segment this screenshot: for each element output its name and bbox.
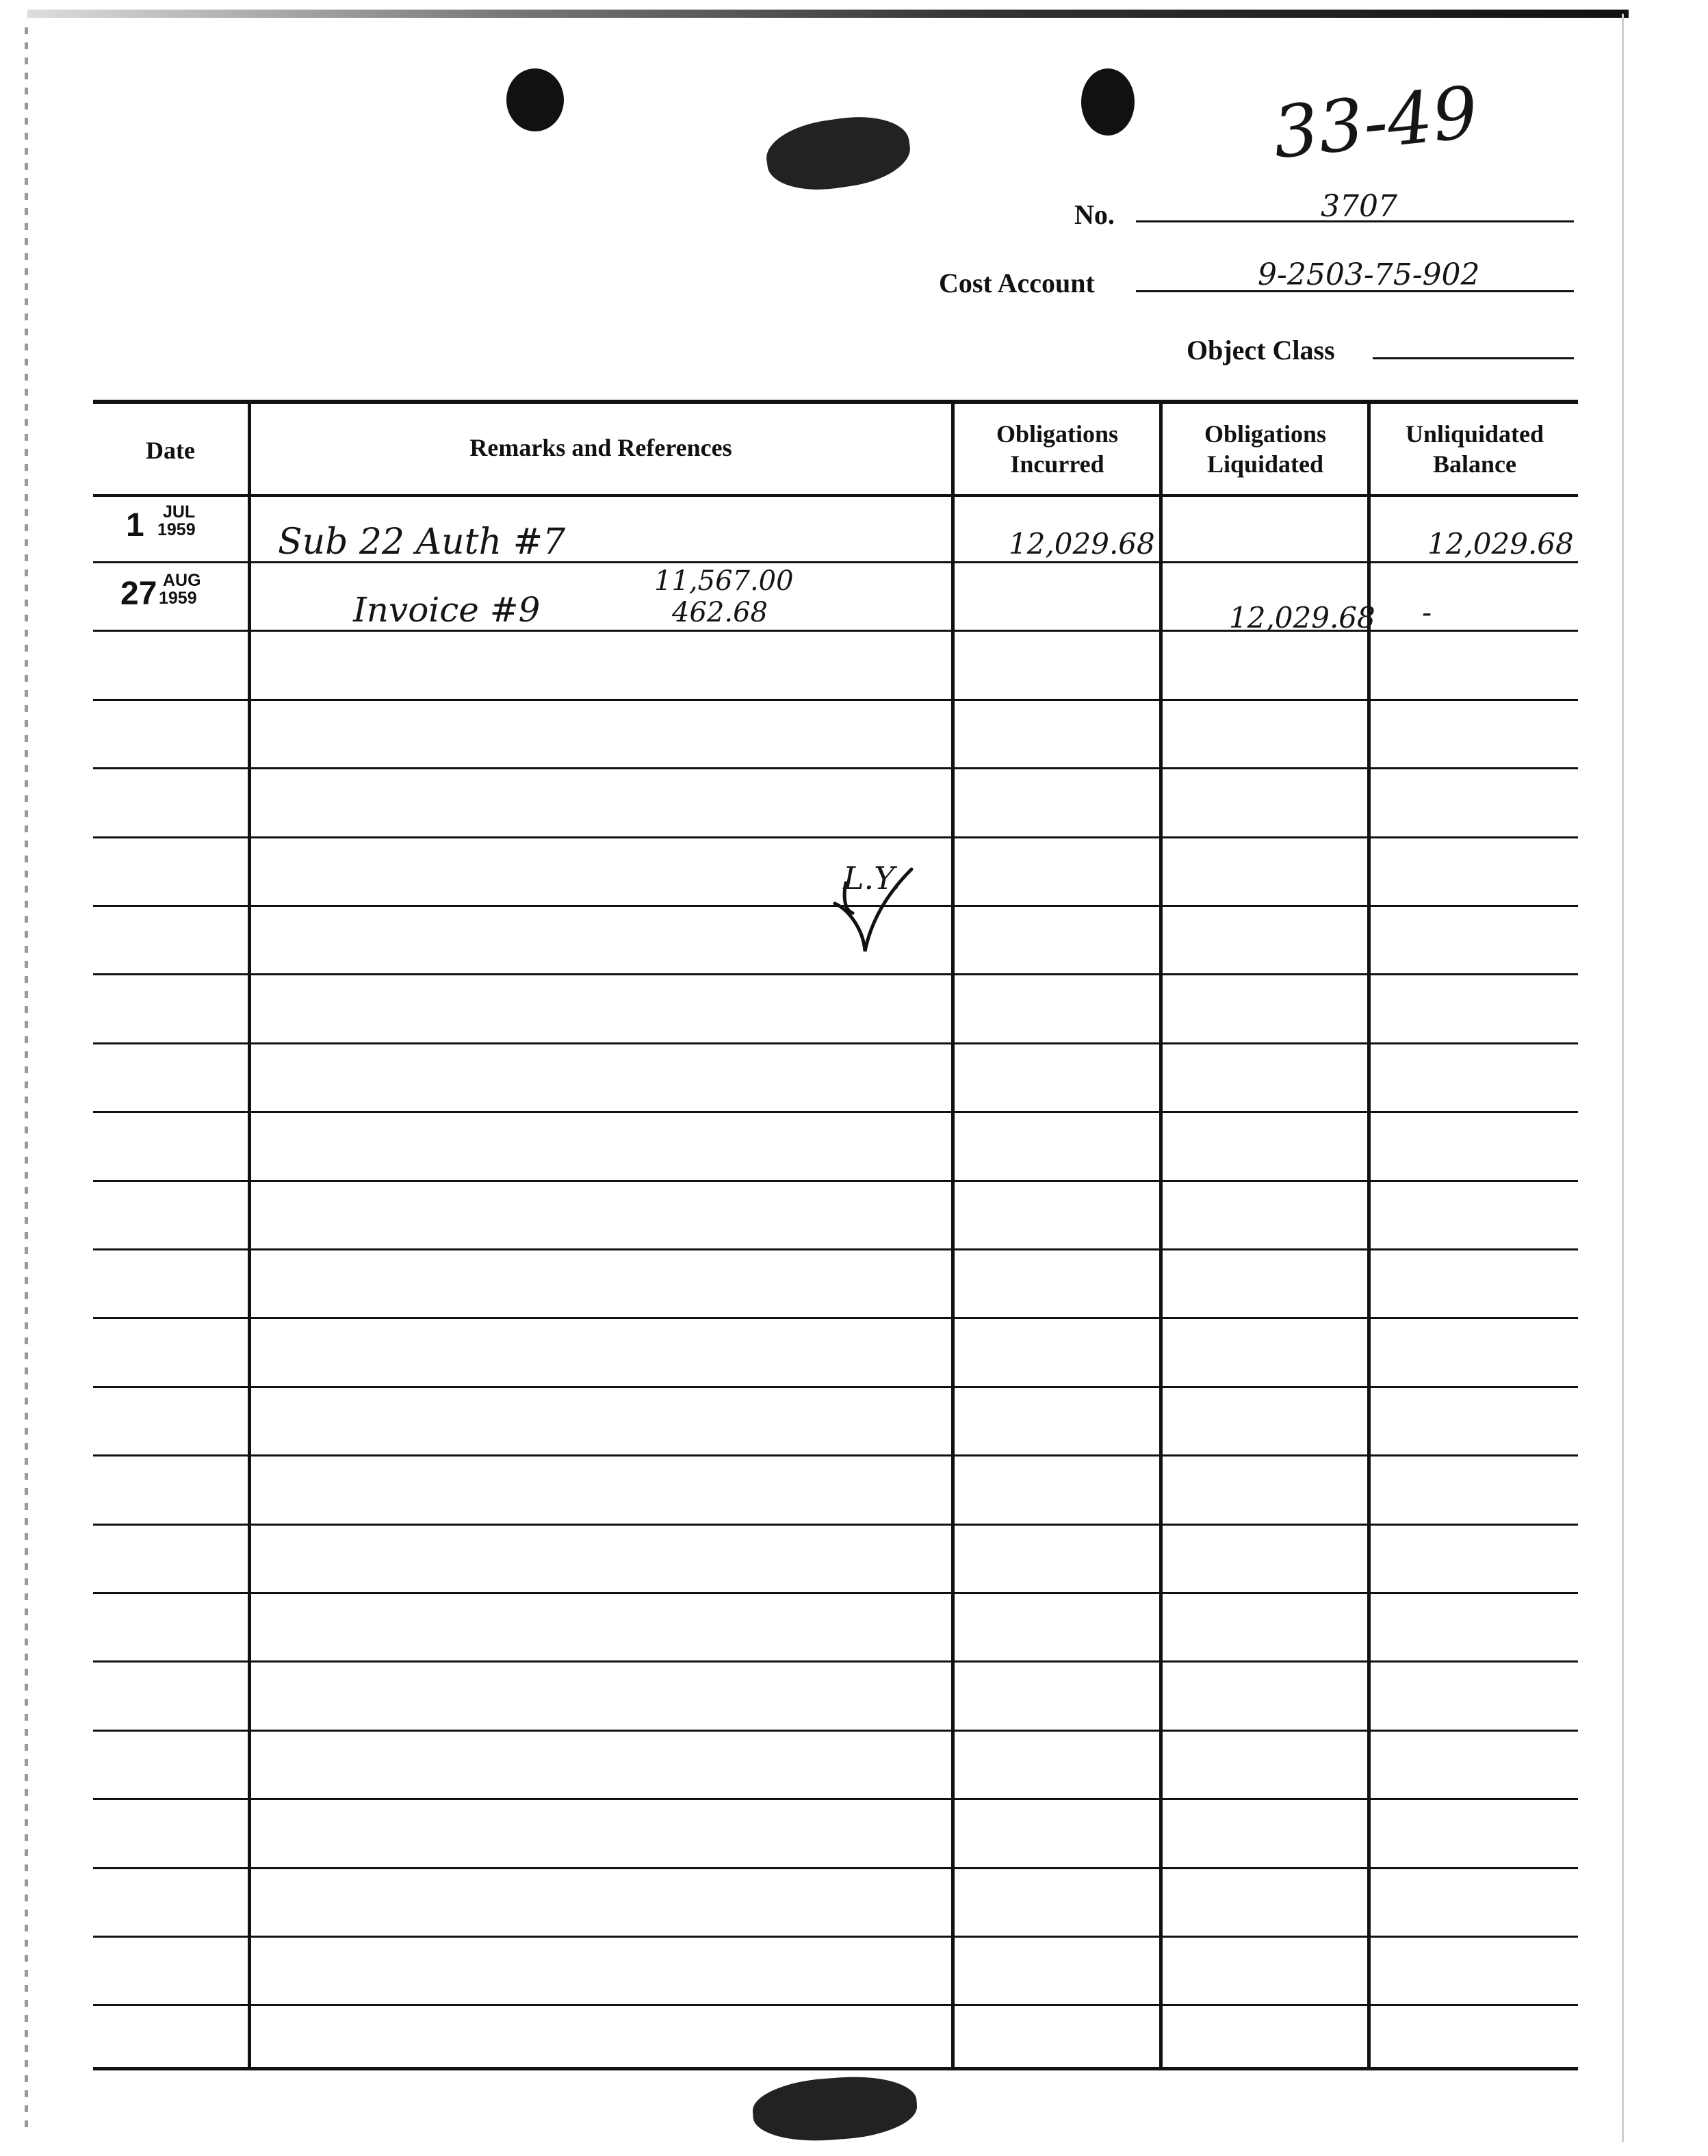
row-unliquidated-balance: - (1422, 595, 1432, 629)
date-year: 1959 (157, 520, 196, 539)
scan-top-edge (27, 10, 1629, 18)
date-day: 1 (126, 507, 144, 543)
column-rule-remarks (951, 400, 955, 2070)
column-rule-date (248, 400, 251, 2070)
cost-account-label: Cost Account (939, 268, 1095, 298)
row-remarks: Sub 22 Auth #7 (278, 522, 566, 563)
ledger-row-rule (93, 1660, 1578, 1663)
column-header-date: Date (146, 437, 195, 464)
row-date (126, 502, 242, 550)
ledger-row-rule (93, 1317, 1578, 1319)
ledger-row-rule (93, 1248, 1578, 1250)
row-date (120, 571, 244, 619)
file-note-handwritten: 33-49 (1269, 70, 1482, 175)
number-label: No. (1074, 199, 1115, 230)
column-rule-incurred (1159, 400, 1163, 2070)
ledger-row-rule (93, 973, 1578, 975)
punch-hole-right (1081, 68, 1135, 136)
ledger-row-rule (93, 1454, 1578, 1456)
scan-right-edge (1622, 14, 1624, 2142)
object-class-underline (1373, 357, 1574, 359)
date-month: AUG (163, 571, 201, 590)
ledger-row-rule (93, 1867, 1578, 1869)
cost-account-value: 9-2503-75-902 (1258, 257, 1480, 292)
row-obligations-liquidated: 12,029.68 (1229, 601, 1375, 634)
punch-hole-left (506, 68, 564, 131)
ledger-row-rule (93, 1798, 1578, 1800)
column-header-liquidated: Obligations Liquidated (1204, 420, 1327, 478)
ledger-row-rule (93, 1042, 1578, 1044)
date-year: 1959 (159, 589, 197, 608)
ledger-top-rule (93, 400, 1578, 404)
initials-check-mark (823, 856, 918, 958)
column-header-balance: Unliquidated Balance (1405, 420, 1544, 478)
ledger-row-rule (93, 1111, 1578, 1113)
ledger-header-rule (93, 494, 1578, 497)
ledger-bottom-rule (93, 2067, 1578, 2070)
initials-text: L.Y. (843, 860, 901, 897)
object-class-label: Object Class (1187, 335, 1335, 365)
ink-blot-top (762, 110, 914, 197)
row-remarks: Invoice #9 (353, 590, 541, 630)
ledger-row-rule (93, 1936, 1578, 1938)
ledger-row-rule (93, 1592, 1578, 1594)
remarks-amount-second: 462.68 (672, 597, 768, 628)
ledger-row-rule (93, 2004, 1578, 2006)
ledger-row-rule (93, 1180, 1578, 1182)
ink-blot-bottom (751, 2072, 919, 2146)
ledger-row-rule (93, 699, 1578, 701)
number-value: 3707 (1321, 189, 1397, 224)
date-month: JUL (163, 502, 196, 522)
column-header-incurred: Obligations Incurred (996, 420, 1119, 478)
row-obligations-incurred: 12,029.68 (1009, 527, 1155, 561)
column-header-remarks: Remarks and References (469, 434, 732, 461)
ledger-row-rule (93, 1730, 1578, 1732)
column-rule-liquidated (1367, 400, 1371, 2070)
row-unliquidated-balance: 12,029.68 (1427, 527, 1574, 561)
scan-left-edge (25, 27, 28, 2135)
remarks-amount-first: 11,567.00 (654, 565, 794, 597)
ledger-table (93, 400, 1578, 2070)
date-day: 27 (120, 576, 157, 612)
ledger-row-rule (93, 1524, 1578, 1526)
ledger-row-rule (93, 1386, 1578, 1388)
ledger-row-rule (93, 836, 1578, 838)
ledger-row-rule (93, 767, 1578, 769)
